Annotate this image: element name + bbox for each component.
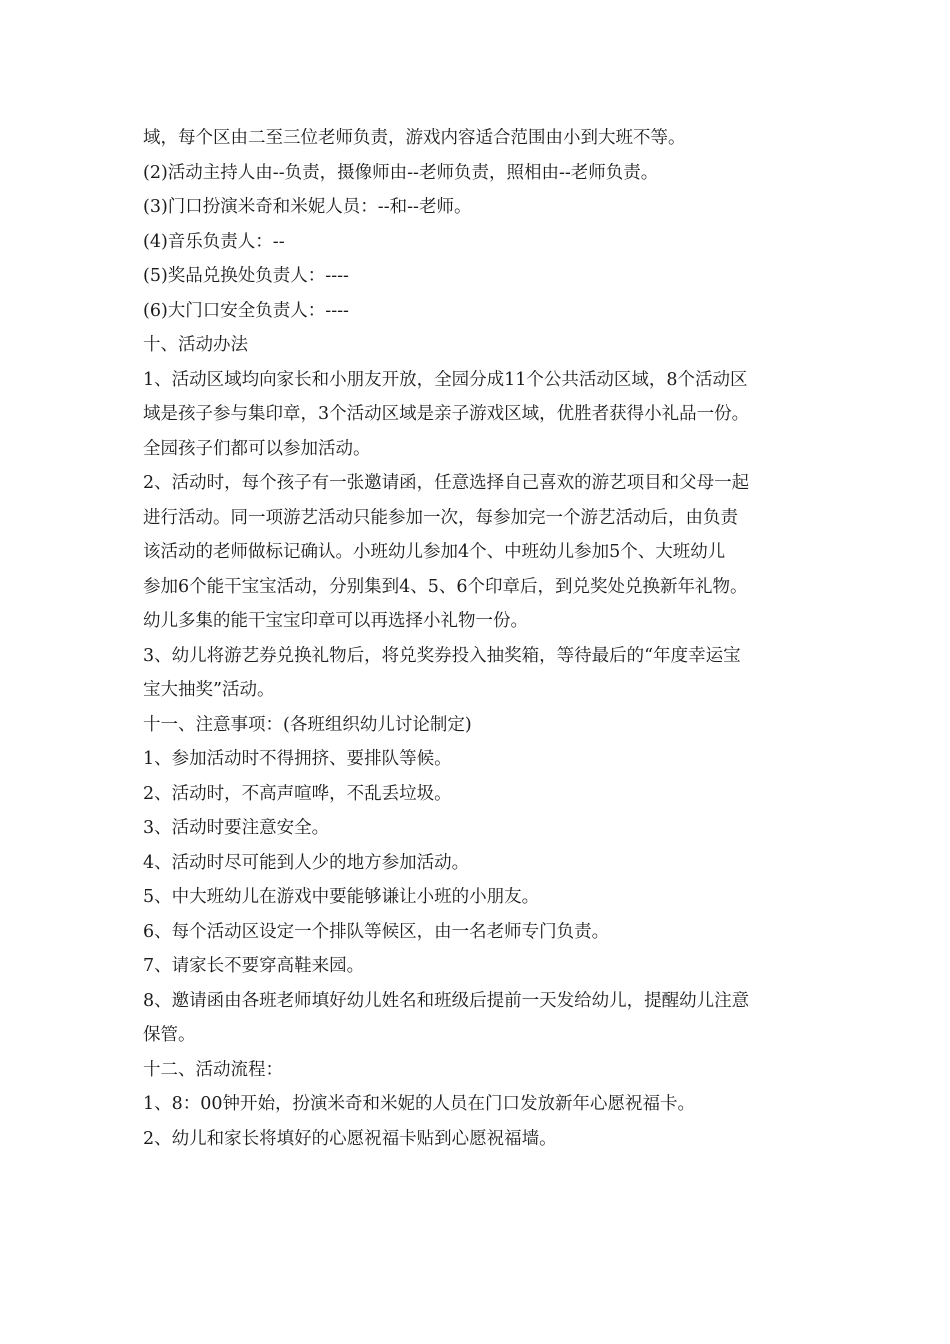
text-line: (6)大门口安全负责人：---- bbox=[143, 300, 349, 321]
document-body bbox=[143, 121, 823, 1156]
text-line: (4)音乐负责人：-- bbox=[143, 231, 285, 252]
text-line: 全园孩子们都可以参加活动。 bbox=[143, 438, 371, 459]
text-line: 宝大抽奖”活动。 bbox=[143, 680, 275, 700]
text-line: 6、每个活动区设定一个排队等候区，由一名老师专门负责。 bbox=[143, 921, 610, 942]
text-line: 域，每个区由二至三位老师负责，游戏内容适合范围由小到大班不等。 bbox=[143, 128, 686, 148]
text-line: 1、活动区域均向家长和小朋友开放，全园分成11个公共活动区域，8个活动区 bbox=[143, 369, 748, 390]
text-line: 2、活动时，不高声喧哗，不乱丢垃圾。 bbox=[143, 783, 452, 804]
section-heading: 十一、注意事项：(各班组织幼儿讨论制定) bbox=[143, 714, 472, 735]
text-line: 4、活动时尽可能到人少的地方参加活动。 bbox=[143, 852, 470, 873]
text-line: (2)活动主持人由--负责，摄像师由--老师负责，照相由--老师负责。 bbox=[143, 162, 659, 183]
text-line: (3)门口扮演米奇和米妮人员：--和--老师。 bbox=[143, 197, 472, 217]
text-line: 域是孩子参与集印章，3个活动区域是亲子游戏区域，优胜者获得小礼品一份。 bbox=[143, 404, 750, 424]
text-line: 1、参加活动时不得拥挤、要排队等候。 bbox=[143, 749, 452, 769]
text-line: 参加6个能干宝宝活动，分别集到4、5、6个印章后，到兑奖处兑换新年礼物。 bbox=[143, 576, 748, 597]
text-line: 1、8：00钟开始，扮演米奇和米妮的人员在门口发放新年心愿祝福卡。 bbox=[143, 1094, 696, 1114]
text-line: 幼儿多集的能干宝宝印章可以再选择小礼物一份。 bbox=[143, 611, 528, 631]
text-line: 5、中大班幼儿在游戏中要能够谦让小班的小朋友。 bbox=[143, 887, 540, 907]
section-heading: 十二、活动流程： bbox=[143, 1059, 283, 1080]
text-line: 3、活动时要注意安全。 bbox=[143, 818, 330, 838]
text-line: 2、活动时，每个孩子有一张邀请函，任意选择自己喜欢的游艺项目和父母一起 bbox=[143, 473, 750, 493]
section-heading: 十、活动办法 bbox=[143, 335, 248, 355]
text-line: 7、请家长不要穿高鞋来园。 bbox=[143, 956, 365, 976]
text-line: 2、幼儿和家长将填好的心愿祝福卡贴到心愿祝福墙。 bbox=[143, 1128, 557, 1149]
text-line: 8、邀请函由各班老师填好幼儿姓名和班级后提前一天发给幼儿，提醒幼儿注意 bbox=[143, 990, 750, 1011]
text-line: 进行活动。同一项游艺活动只能参加一次，每参加完一个游艺活动后，由负责 bbox=[143, 507, 738, 528]
text-line: 保管。 bbox=[143, 1025, 196, 1045]
text-line: 3、幼儿将游艺券兑换礼物后，将兑奖券投入抽奖箱，等待最后的“年度幸运宝 bbox=[143, 645, 741, 666]
text-line: (5)奖品兑换处负责人：---- bbox=[143, 266, 349, 286]
text-line: 该活动的老师做标记确认。小班幼儿参加4个、中班幼儿参加5个、大班幼儿 bbox=[143, 542, 726, 562]
